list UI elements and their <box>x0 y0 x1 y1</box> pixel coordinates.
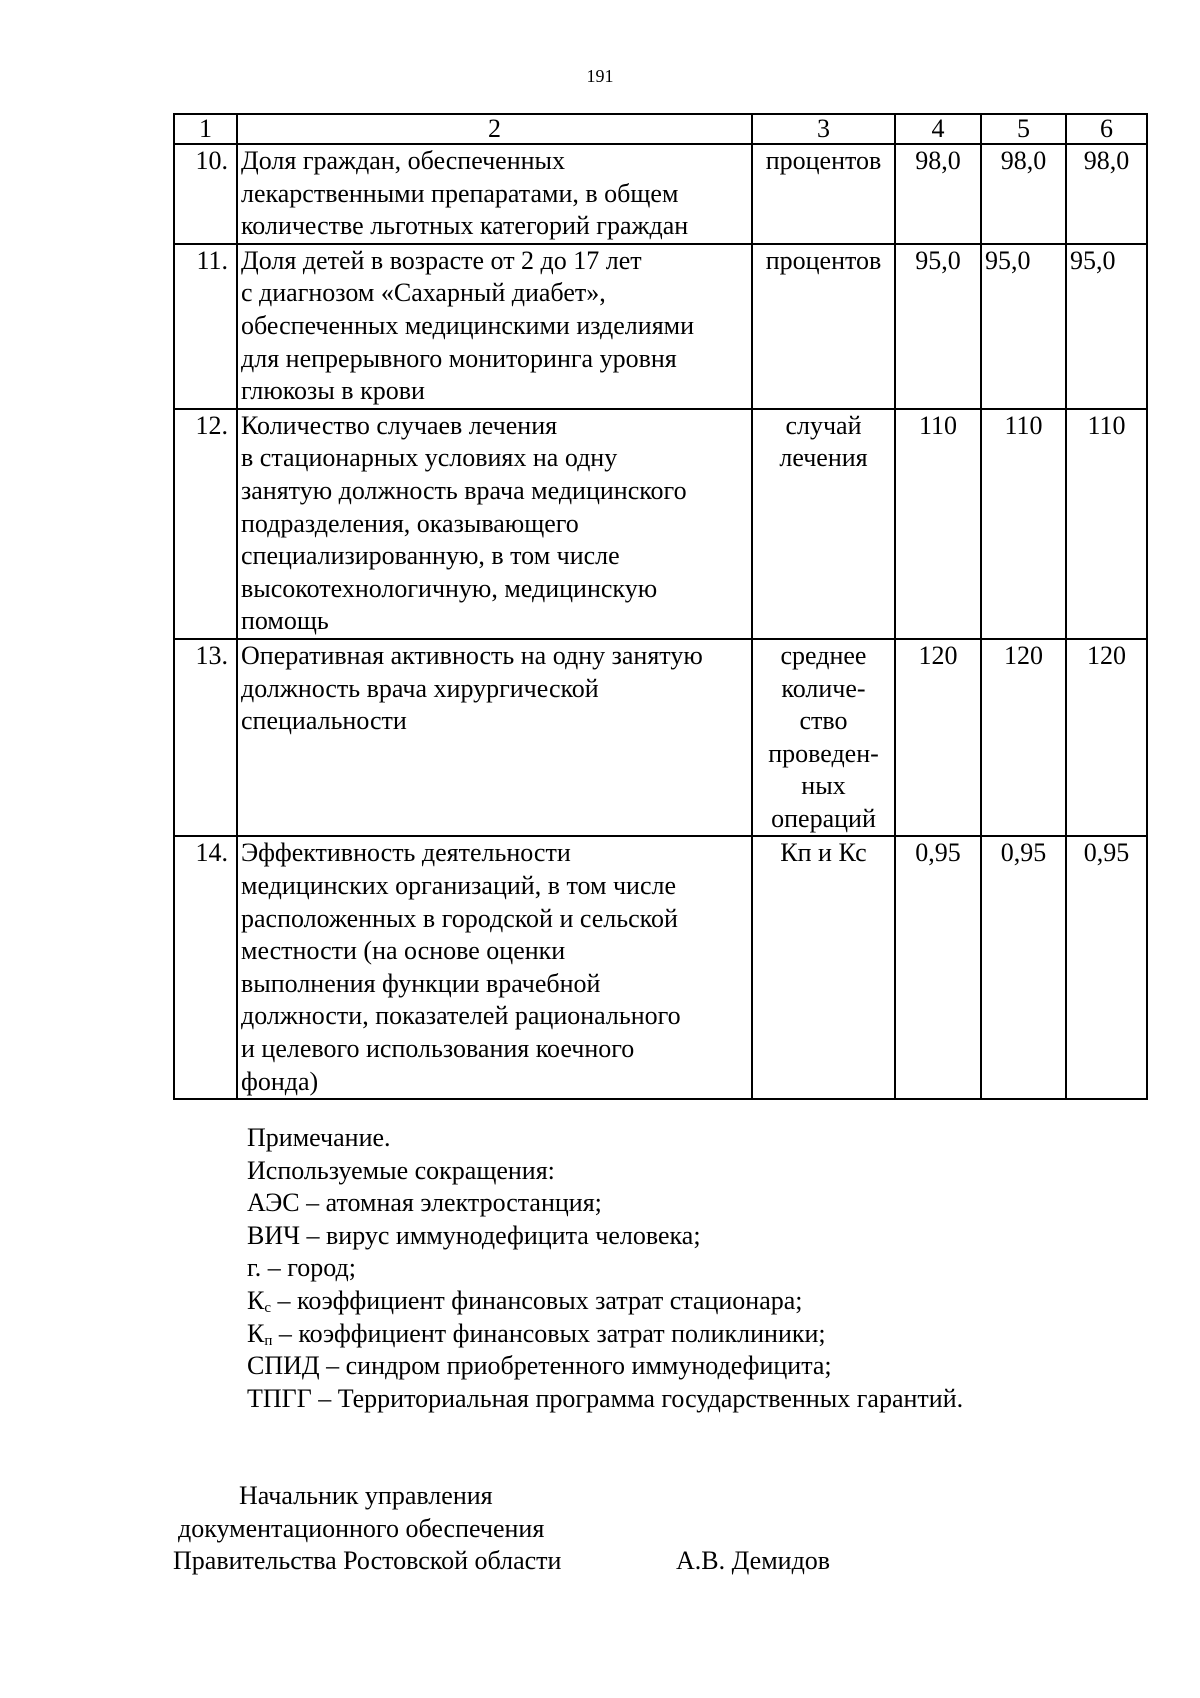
note-title: Примечание. <box>247 1123 391 1152</box>
abbreviations-note <box>247 1122 963 1415</box>
unit-cell: Кп и Кс <box>752 836 895 1099</box>
abbreviation-item: ВИЧ – вирус иммунодефицита человека; <box>247 1220 701 1250</box>
unit-cell: среднее количе- ство проведен- ных операций <box>752 639 895 837</box>
signatory-title-line3: Правительства Ростовской области <box>173 1546 562 1576</box>
table-row <box>174 639 1147 837</box>
value-cell: 120 <box>1066 639 1147 837</box>
signatory-name: А.В. Демидов <box>676 1546 831 1575</box>
note-subtitle: Используемые сокращения: <box>247 1155 555 1185</box>
row-number: 12. <box>174 409 237 639</box>
unit-cell: случай лечения <box>752 409 895 639</box>
value-cell: 120 <box>895 639 981 837</box>
header-cell: 2 <box>237 114 752 144</box>
abbreviation-item: СПИД – синдром приобретенного иммунодефицита; <box>247 1351 832 1381</box>
header-cell: 4 <box>895 114 981 144</box>
indicator-name: Оперативная активность на одну занятую должность врача хирургической специальности <box>237 639 752 837</box>
row-number: 13. <box>174 639 237 837</box>
indicator-name: Доля граждан, обеспеченных лекарственными препаратами, в общем количестве льготных категорий граждан <box>237 144 752 244</box>
row-number: 14. <box>174 836 237 1099</box>
value-cell: 0,95 <box>1066 836 1147 1099</box>
abbreviation-subscript: п <box>264 1332 273 1349</box>
value-cell: 95,0 <box>981 244 1066 409</box>
header-cell: 1 <box>174 114 237 144</box>
signatory-title-line1: Начальник управления <box>239 1481 493 1510</box>
abbreviation-base: К <box>247 1318 265 1348</box>
header-cell: 3 <box>752 114 895 144</box>
indicators-table <box>173 113 1148 1100</box>
table-row <box>174 409 1147 639</box>
indicator-name: Эффективность деятельности медицинских организаций, в том числе расположенных в городской и сельской местности (на основе оценки выполнения функции врачебной должности, показателей рационального и целевого использования коечного фонда) <box>237 836 752 1099</box>
abbreviation-base: К <box>247 1285 265 1315</box>
page-number: 191 <box>586 66 614 86</box>
signature-block <box>173 1480 873 1578</box>
value-cell: 0,95 <box>895 836 981 1099</box>
value-cell: 98,0 <box>981 144 1066 244</box>
value-cell: 110 <box>1066 409 1147 639</box>
indicator-name: Количество случаев лечения в стационарных условиях на одну занятую должность врача медицинского подразделения, оказывающего специализированную, в том числе высокотехнологичную, медицинскую помощь <box>237 409 752 639</box>
row-number: 10. <box>174 144 237 244</box>
value-cell: 98,0 <box>895 144 981 244</box>
abbreviation-item: ТПГГ – Территориальная программа государственных гарантий. <box>247 1383 964 1413</box>
unit-cell: процентов <box>752 244 895 409</box>
table-row <box>174 244 1147 409</box>
abbreviation-item <box>247 1285 963 1318</box>
abbreviation-text: – коэффициент финансовых затрат стационара; <box>271 1285 803 1315</box>
table-row <box>174 144 1147 244</box>
table-row <box>174 836 1147 1099</box>
row-number: 11. <box>174 244 237 409</box>
header-cell: 5 <box>981 114 1066 144</box>
header-cell: 6 <box>1066 114 1147 144</box>
abbreviation-item <box>247 1318 963 1351</box>
table-header-row <box>174 114 1147 144</box>
abbreviation-item: АЭС – атомная электростанция; <box>247 1188 602 1218</box>
abbreviation-text: – коэффициент финансовых затрат поликлиники; <box>272 1318 826 1348</box>
value-cell: 110 <box>895 409 981 639</box>
signatory-title-line2: документационного обеспечения <box>178 1513 545 1543</box>
value-cell: 110 <box>981 409 1066 639</box>
abbreviation-subscript: с <box>264 1299 272 1316</box>
abbreviation-item: г. – город; <box>247 1253 356 1283</box>
value-cell: 120 <box>981 639 1066 837</box>
value-cell: 0,95 <box>981 836 1066 1099</box>
indicator-name: Доля детей в возрасте от 2 до 17 лет с диагнозом «Сахарный диабет», обеспеченных медицинскими изделиями для непрерывного мониторинга уровня глюкозы в крови <box>237 244 752 409</box>
unit-cell: процентов <box>752 144 895 244</box>
value-cell: 95,0 <box>895 244 981 409</box>
value-cell: 95,0 <box>1066 244 1147 409</box>
value-cell: 98,0 <box>1066 144 1147 244</box>
